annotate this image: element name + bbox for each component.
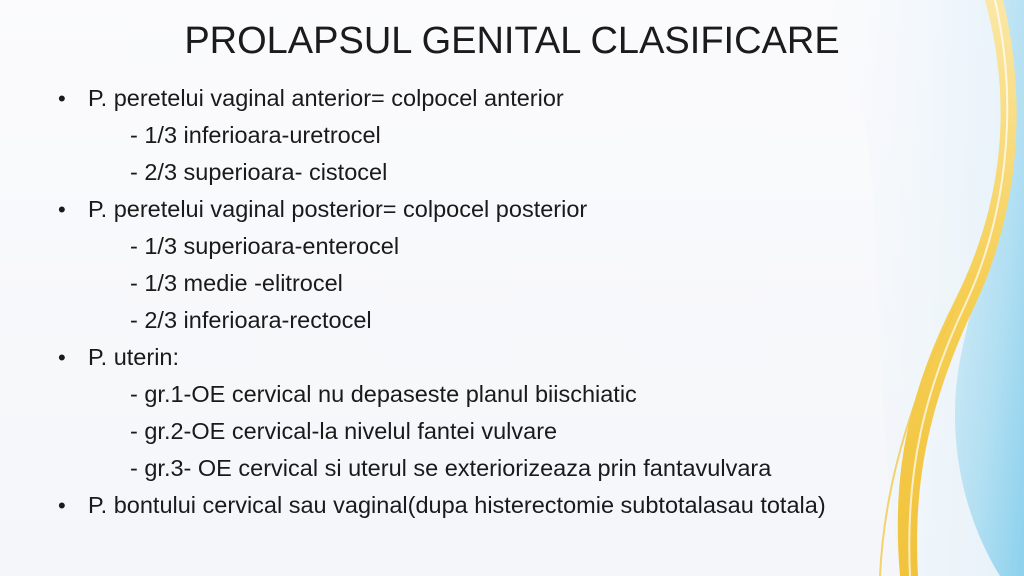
bullet-item [56,339,916,376]
sub-item-text: - gr.1-OE cervical nu depaseste planul biischiatic [130,381,637,407]
sub-item [56,450,916,487]
sub-item-text: - gr.2-OE cervical-la nivelul fantei vulvare [130,418,558,444]
sub-item [56,228,916,265]
sub-item [56,376,916,413]
bullet-text: P. peretelui vaginal anterior= colpocel anterior [88,85,564,111]
bullet-text: P. peretelui vaginal posterior= colpocel posterior [88,196,588,222]
bullet-icon: • [58,345,66,370]
slide-title: PROLAPSUL GENITAL CLASIFICARE [184,20,840,62]
bullet-item [56,487,916,524]
sub-item [56,413,916,450]
sub-item-text: - 2/3 superioara- cistocel [130,159,388,185]
sub-item-text: - 2/3 inferioara-rectocel [130,307,372,333]
bullet-icon: • [58,197,66,222]
bullet-item [56,191,916,228]
sub-item-text: - 1/3 inferioara-uretrocel [130,122,381,148]
sub-item [56,302,916,339]
sub-item [56,117,916,154]
sub-item-text: - gr.3- OE cervical si uterul se exteriorizeaza prin fantavulvara [130,455,772,481]
bullet-text: P. uterin: [88,344,180,370]
slide-body [56,80,916,524]
sub-item-text: - 1/3 medie -elitrocel [130,270,343,296]
sub-item [56,154,916,191]
bullet-text: P. bontului cervical sau vaginal(dupa histerectomie subtotalasau totala) [88,492,826,518]
sub-item [56,265,916,302]
bullet-icon: • [58,493,66,518]
bullet-item [56,80,916,117]
bullet-icon: • [58,86,66,111]
sub-item-text: - 1/3 superioara-enterocel [130,233,400,259]
